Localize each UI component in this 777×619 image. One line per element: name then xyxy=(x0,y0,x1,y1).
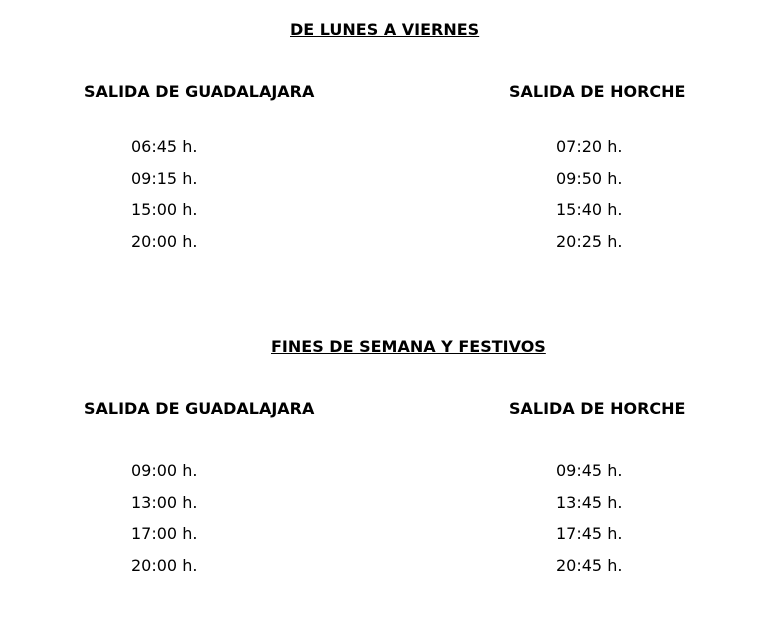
departure-time: 13:45 h. xyxy=(556,492,623,512)
weekdays-horche-heading: SALIDA DE HORCHE xyxy=(509,82,686,101)
departure-time: 20:00 h. xyxy=(131,231,198,251)
weekdays-guadalajara-times xyxy=(131,137,197,263)
weekends-title: FINES DE SEMANA Y FESTIVOS xyxy=(271,337,546,356)
weekdays-title: DE LUNES A VIERNES xyxy=(290,20,480,39)
departure-time: 06:45 h. xyxy=(131,137,198,156)
weekends-horche-heading: SALIDA DE HORCHE xyxy=(509,399,686,418)
weekdays-horche-times xyxy=(556,137,622,263)
departure-time: 20:00 h. xyxy=(131,555,198,575)
departure-time: 07:20 h. xyxy=(556,137,623,156)
departure-time: 20:45 h. xyxy=(556,555,623,575)
departure-time: 09:50 h. xyxy=(556,168,623,188)
departure-time: 20:25 h. xyxy=(556,231,623,251)
departure-time: 09:15 h. xyxy=(131,168,198,188)
weekends-guadalajara-times xyxy=(131,461,197,587)
weekdays-guadalajara-heading: SALIDA DE GUADALAJARA xyxy=(84,82,315,101)
departure-time: 09:00 h. xyxy=(131,461,198,480)
departure-time: 15:00 h. xyxy=(131,200,198,219)
departure-time: 17:00 h. xyxy=(131,524,198,543)
departure-time: 09:45 h. xyxy=(556,461,623,480)
weekends-horche-times xyxy=(556,461,622,587)
departure-time: 13:00 h. xyxy=(131,492,198,512)
departure-time: 17:45 h. xyxy=(556,524,623,543)
weekends-guadalajara-heading: SALIDA DE GUADALAJARA xyxy=(84,399,315,418)
departure-time: 15:40 h. xyxy=(556,200,623,219)
